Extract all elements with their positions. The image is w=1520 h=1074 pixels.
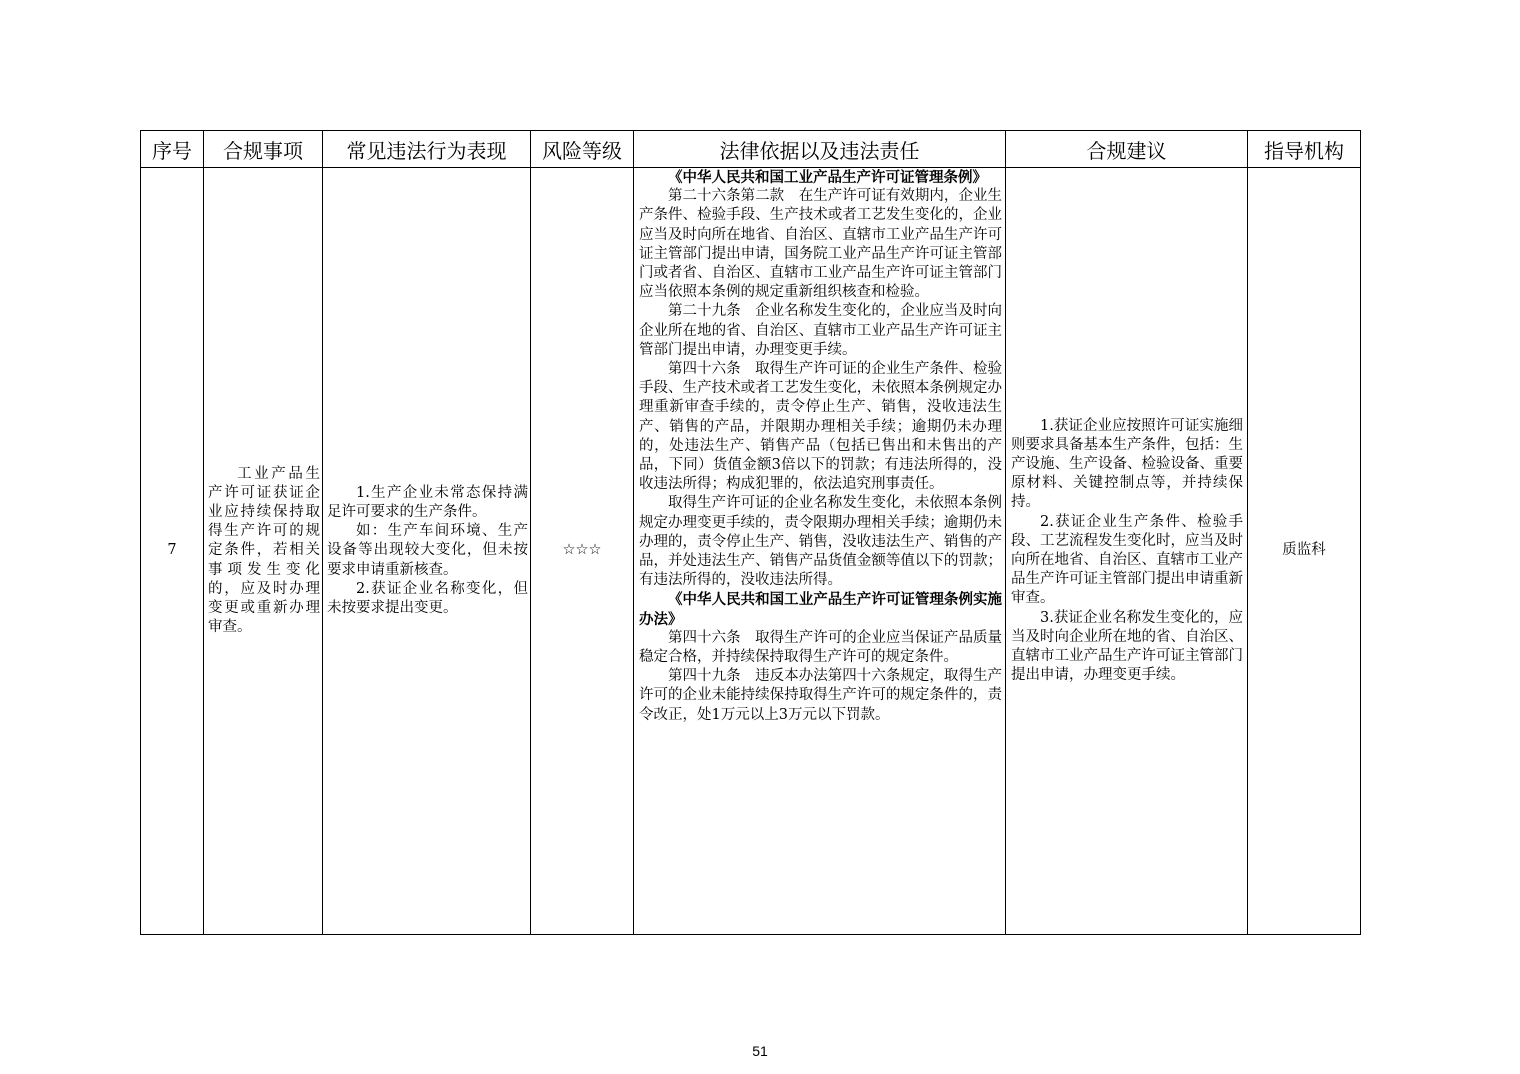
violation-p3: 2.获证企业名称变化，但未按要求提出变更。 [327,580,528,616]
advice-p3: 3.获证企业名称发生变化的，应当及时向企业所在地的省、自治区、直辖市工业产品生产许可证主管部门提出申请，办理变更手续。 [1011,609,1243,684]
item-text: 工业产品生产许可证获证企业应持续保持取得生产许可的规定条件，若相关事项发生变化的，应及时办理变更或重新办理审查。 [208,465,320,636]
header-risk: 风险等级 [531,131,634,168]
cell-violation [323,168,531,935]
cell-advice [1006,168,1248,935]
violation-p1: 1.生产企业未常态保持满足许可要求的生产条件。 [327,484,528,520]
table-row [141,168,1361,935]
cell-guiding-org: 质监科 [1248,168,1361,935]
law2-title: 《中华人民共和国工业产品生产许可证管理条例实施办法》 [639,591,1002,628]
header-advice: 合规建议 [1006,131,1248,168]
law1-article-46-name-change: 取得生产许可证的企业名称发生变化，未依照本条例规定办理变更手续的，责令限期办理相关手续；逾期仍未办理的，责令停止生产、销售，没收违法生产、销售的产品，并处违法生产、销售产品货值金额等值以下的罚款；有违法所得的，没收违法所得。 [639,495,1002,589]
law1-article-46: 第四十六条 取得生产许可证的企业生产条件、检验手段、生产技术或者工艺发生变化，未依照本条例规定办理重新审查手续的，责令停止生产、销售，没收违法生产、销售的产品，并限期办理相关手续；逾期仍未办理的，处违法生产、销售产品（包括已售出和未售出的产品，下同）货值金额3倍以下的罚款；有违法所得的，没收违法所得；构成犯罪的，依法追究刑事责任。 [639,361,1002,493]
advice-p1: 1.获证企业应按照许可证实施细则要求具备基本生产条件，包括：生产设施、生产设备、检验设备、重要原材料、关键控制点等，并持续保持。 [1011,417,1243,511]
cell-seq: 7 [141,168,204,935]
violation-p2: 如：生产车间环境、生产设备等出现较大变化，但未按要求申请重新核查。 [327,523,528,578]
law2-article-49: 第四十九条 违反本办法第四十六条规定，取得生产许可的企业未能持续保持取得生产许可的规定条件的，责令改正，处1万元以上3万元以下罚款。 [639,668,1002,723]
law1-article-26: 第二十六条第二款 在生产许可证有效期内，企业生产条件、检验手段、生产技术或者工艺发生变化的，企业应当及时向所在地省、自治区、直辖市工业产品生产许可证主管部门提出申请，国务院工业产品生产许可证主管部门或者省、自治区、直辖市工业产品生产许可证主管部门应当依照本条例的规定重新组织核查和检验。 [639,188,1002,301]
page-number: 51 [752,1043,768,1059]
advice-p2: 2.获证企业生产条件、检验手段、工艺流程发生变化时，应当及时向所在地省、自治区、直辖市工业产品生产许可证主管部门提出申请重新审查。 [1011,513,1243,607]
law1-article-29: 第二十九条 企业名称发生变化的，企业应当及时向企业所在地的省、自治区、直辖市工业产品生产许可证主管部门提出申请，办理变更手续。 [639,303,1002,358]
table-header-row [141,131,1361,168]
header-violation: 常见违法行为表现 [323,131,531,168]
header-item: 合规事项 [204,131,323,168]
header-basis: 法律依据以及违法责任 [634,131,1006,168]
compliance-table [140,130,1361,935]
cell-legal-basis [634,168,1006,935]
cell-item [204,168,323,935]
cell-risk-stars: ☆☆☆ [531,168,634,935]
header-seq: 序号 [141,131,204,168]
law1-title: 《中华人民共和国工业产品生产许可证管理条例》 [668,169,987,186]
law2-article-46: 第四十六条 取得生产许可的企业应当保证产品质量稳定合格，并持续保持取得生产许可的规定条件。 [639,629,1002,666]
header-org: 指导机构 [1248,131,1361,168]
